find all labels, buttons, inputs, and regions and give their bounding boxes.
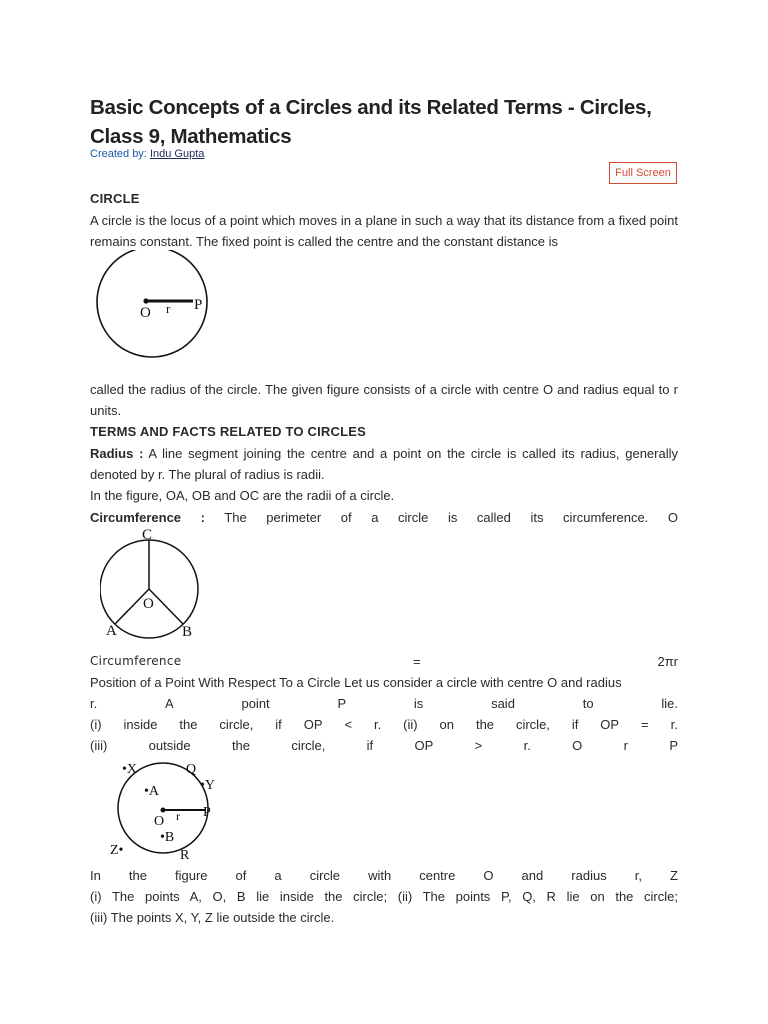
word: r	[623, 738, 628, 753]
word: circle	[309, 868, 341, 883]
word: point	[241, 696, 270, 711]
byline-prefix: Created by:	[90, 148, 147, 160]
figure-circle-radius	[94, 250, 214, 360]
word: OP	[414, 738, 434, 753]
formula-equals: =	[413, 654, 421, 669]
word: >	[474, 738, 483, 753]
word: radius	[571, 868, 607, 883]
label-y: •Y	[200, 778, 216, 793]
page-title: Basic Concepts of a Circles and its Related Terms - Circles, Class 9, Mathematics	[90, 96, 652, 148]
label-z: Z•	[110, 843, 124, 858]
word: r.	[90, 696, 98, 711]
word: of	[235, 868, 247, 883]
byline	[90, 148, 204, 160]
label-o: O	[140, 305, 151, 321]
label-r: r	[176, 809, 180, 823]
word: r.	[523, 738, 531, 753]
label-r-point: R	[180, 848, 190, 863]
formula-left: Circumference	[90, 654, 182, 668]
label-o: O	[143, 596, 154, 612]
word: (iii)	[90, 738, 108, 753]
word: inside	[123, 717, 158, 732]
circumference-formula	[90, 651, 678, 672]
word: O	[483, 868, 494, 883]
position-intro: Position of a Point With Respect To a Circle Let us consider a circle with centre O and radius	[90, 675, 622, 690]
word: circle,	[515, 717, 550, 732]
label-r: r	[166, 301, 171, 316]
position-line-6: (i) The points A, O, B lie inside the circle; (ii) The points P, Q, R lie on the circle;	[90, 889, 678, 904]
formula-right: 2πr	[657, 654, 678, 669]
section-heading-terms: TERMS AND FACTS RELATED TO CIRCLES	[90, 424, 366, 439]
circumference-text: The perimeter of a circle is called its circumference. O	[224, 510, 678, 525]
word: O	[572, 738, 583, 753]
figure-point-positions	[108, 758, 228, 866]
label-o: O	[154, 814, 165, 829]
word: <	[344, 717, 353, 732]
label-c: C	[142, 527, 153, 543]
word: r,	[634, 868, 642, 883]
word: to	[582, 696, 594, 711]
word: (ii)	[403, 717, 418, 732]
word: r.	[670, 717, 678, 732]
word: outside	[148, 738, 191, 753]
position-line-7: (iii) The points X, Y, Z lie outside the circle.	[90, 910, 335, 925]
radius-ob	[149, 589, 183, 624]
word: on	[439, 717, 455, 732]
word: is	[413, 696, 424, 711]
label-q: Q	[186, 762, 197, 777]
word: said	[491, 696, 515, 711]
radius-definition	[90, 443, 678, 485]
word: circle,	[291, 738, 326, 753]
author-link[interactable]: Indu Gupta	[149, 148, 205, 160]
position-line-5	[90, 865, 678, 886]
word: if	[571, 717, 579, 732]
word: if	[366, 738, 374, 753]
word: figure	[174, 868, 208, 883]
label-p: P	[194, 297, 203, 313]
circle-radius-text: called the radius of the circle. The given figure consists of a circle with centre O and radius equal to r units.	[90, 382, 678, 418]
word: if	[275, 717, 282, 732]
word: lie.	[661, 696, 678, 711]
word: the	[475, 717, 495, 732]
full-screen-button[interactable]: Full Screen	[609, 162, 677, 184]
word: (i)	[90, 717, 102, 732]
word: the	[231, 738, 251, 753]
word: In	[90, 868, 101, 883]
position-line-2	[90, 693, 678, 714]
word: the	[179, 717, 198, 732]
label-a: •A	[144, 784, 160, 799]
label-x: •X	[122, 762, 138, 777]
word: and	[521, 868, 544, 883]
circumference-label: Circumference :	[90, 510, 205, 525]
word: P	[669, 738, 678, 753]
word: A	[165, 696, 174, 711]
word: the	[128, 868, 147, 883]
word: =	[641, 717, 649, 732]
radius-label: Radius :	[90, 446, 144, 461]
label-b: •B	[160, 830, 175, 845]
word: OP	[600, 717, 620, 732]
word: centre	[419, 868, 456, 883]
word: a	[274, 868, 282, 883]
word: with	[368, 868, 392, 883]
section-heading-circle: CIRCLE	[90, 191, 140, 206]
circle-outline	[97, 250, 207, 357]
word: circle,	[219, 717, 254, 732]
word: P	[337, 696, 347, 711]
word: r.	[374, 717, 382, 732]
position-line-3	[90, 714, 678, 735]
circle-definition: A circle is the locus of a point which moves in a plane in such a way that its distance from a fixed point remains constant. The fixed point is called the centre and the constant distance is	[90, 213, 678, 249]
radius-text: A line segment joining the centre and a point on the circle is called its radius, generally denoted by r. The plural of radius is radii.	[90, 446, 678, 482]
label-b: B	[182, 624, 193, 640]
word: OP	[303, 717, 323, 732]
radius-figure-note: In the figure, OA, OB and OC are the radii of a circle.	[90, 488, 395, 503]
word: Z	[670, 868, 678, 883]
position-line-4	[90, 735, 678, 756]
figure-circle-radii	[100, 524, 210, 642]
label-a: A	[106, 623, 117, 639]
label-p: P	[203, 805, 211, 820]
